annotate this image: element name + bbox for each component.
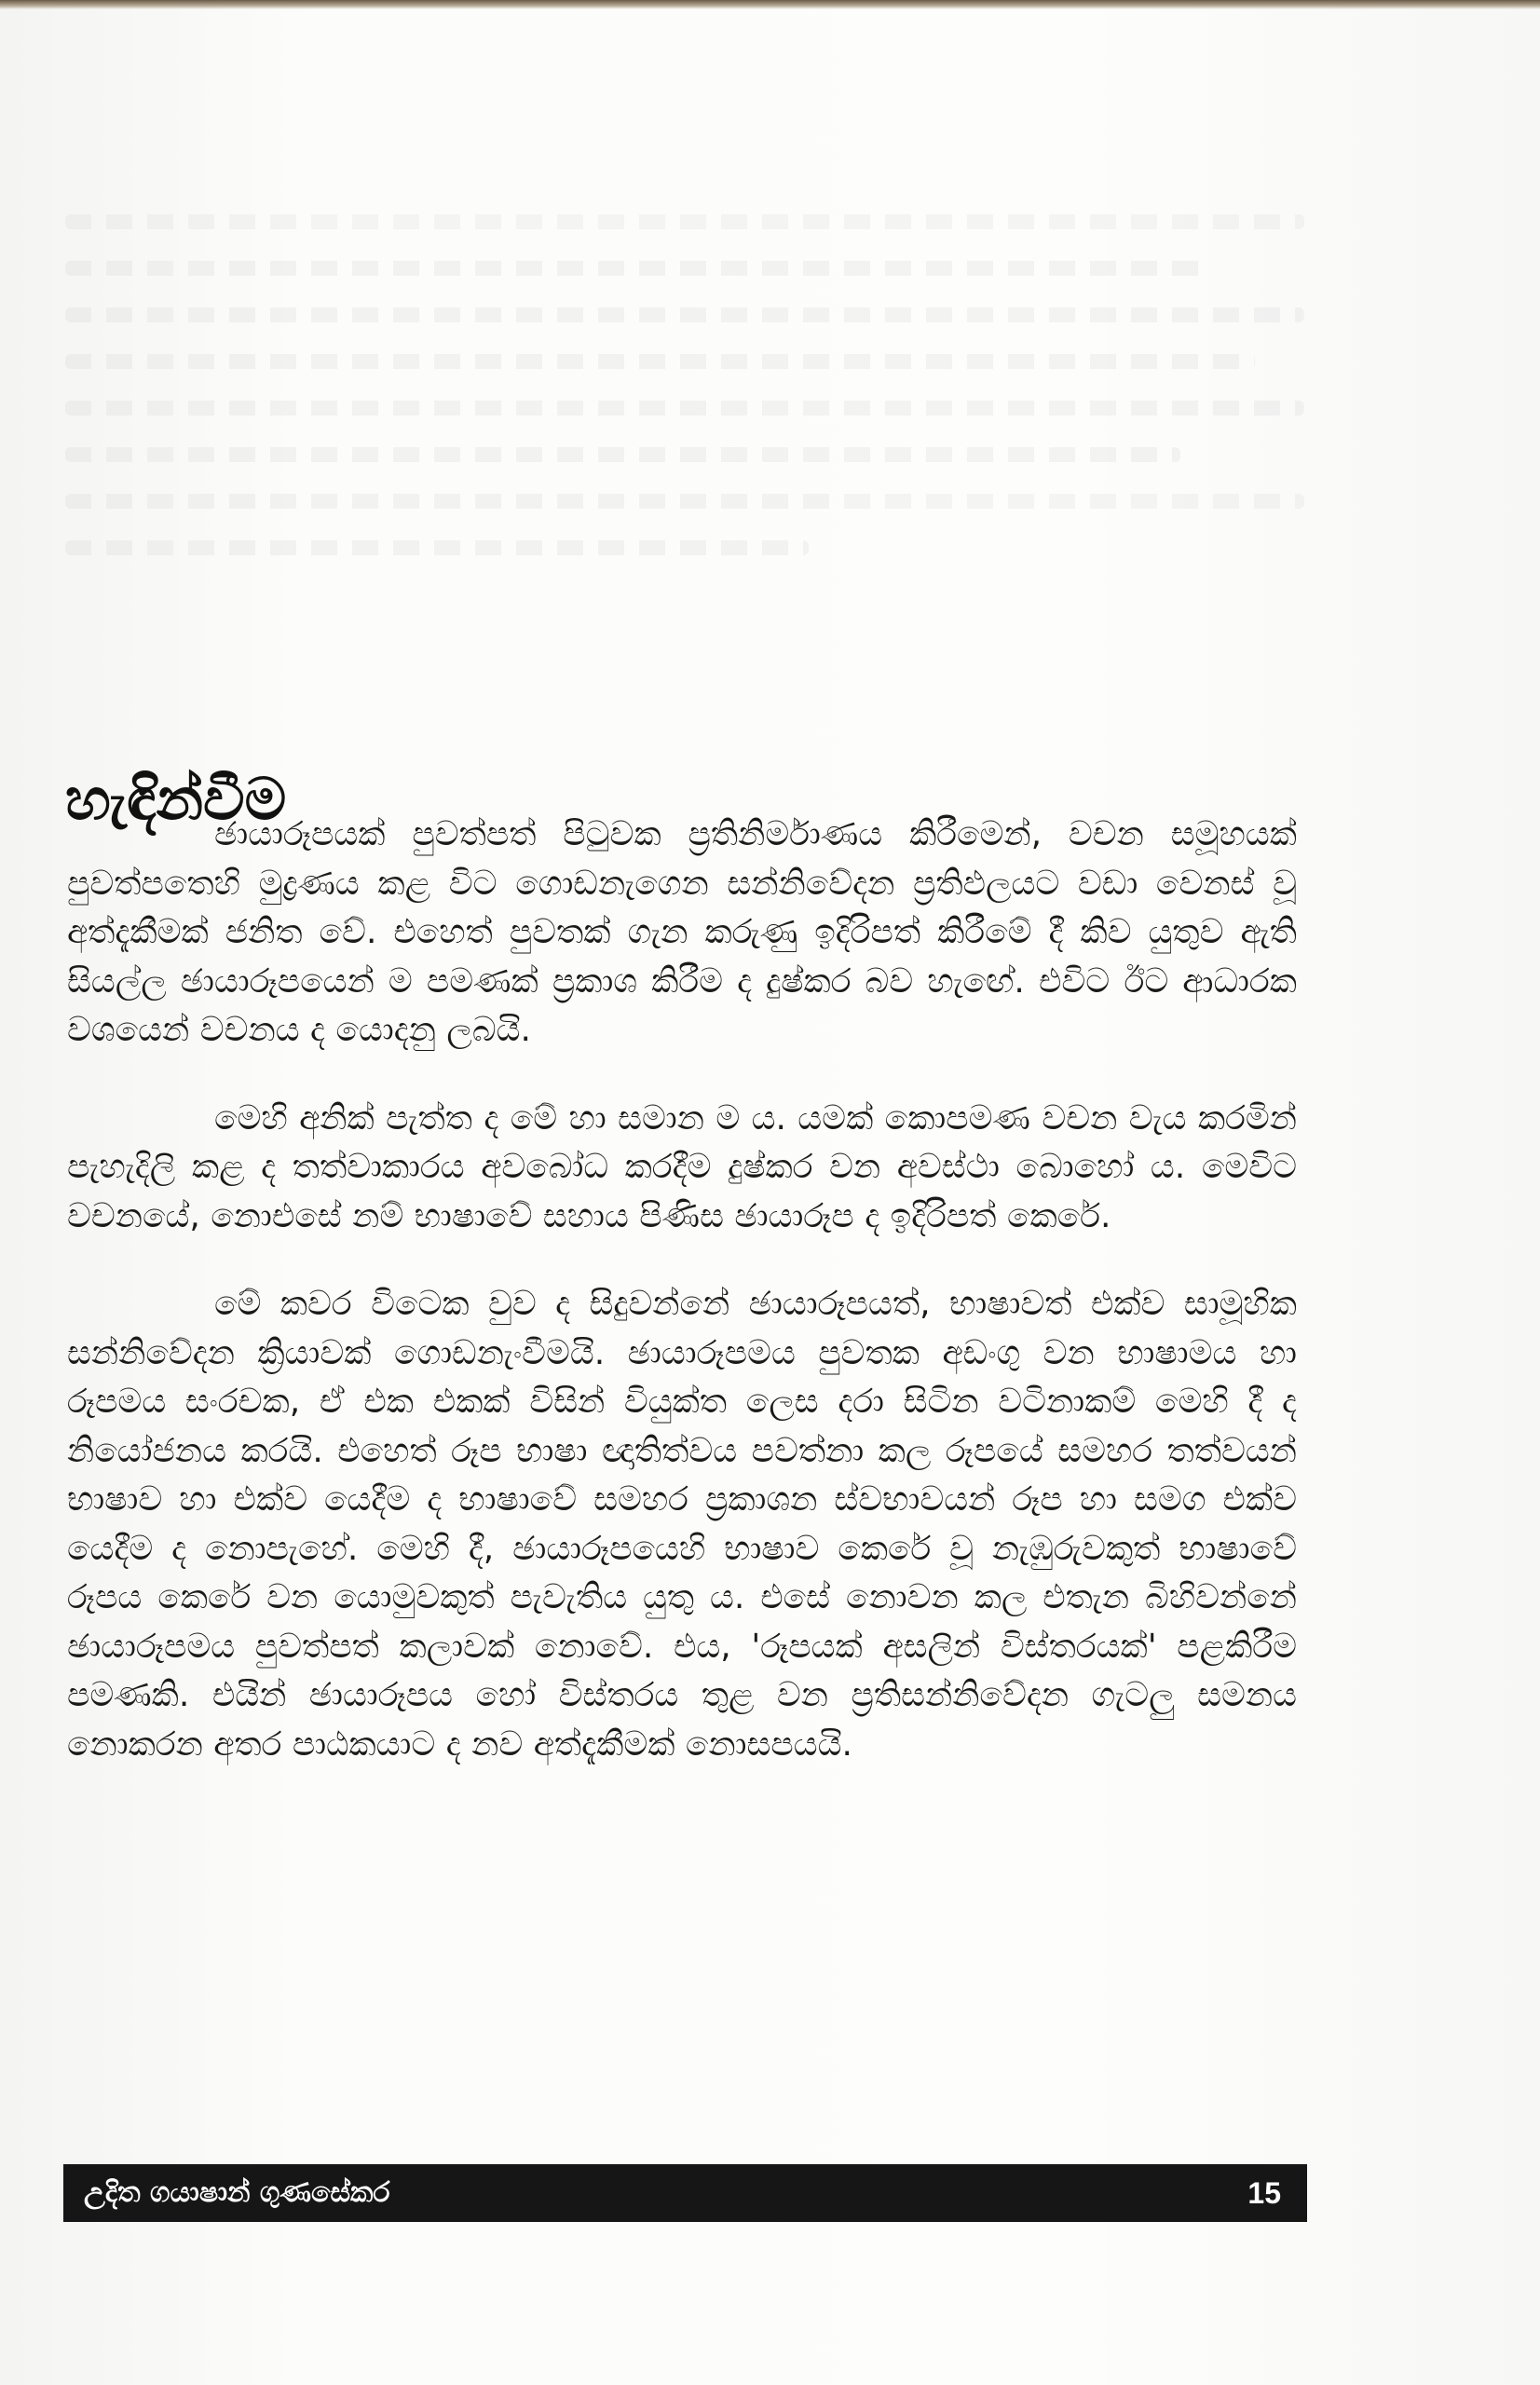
show-through-text: [65, 214, 1304, 736]
ghost-line: [65, 214, 1304, 229]
paragraph-1: ඡායාරූපයක් පුවත්පත් පිටුවක ප්‍රතිනිර්මාණය කිරීමෙන්, වචන සමූහයක් පුවත්පතෙහි මුද්‍රණය කළ විට ගොඩනැගෙන සන්නිවේදන ප්‍රතිඵලයට වඩා වෙනස් වූ අත්දැකීමක් ජනිත වේ. එහෙත් පුවතක් ගැන කරුණු ඉදිරිපත් කිරීමේ දී කිව යුතුව ඇති සියල්ල ඡායාරූපයෙන් ම පමණක් ප්‍රකාශ කිරීම ද දුෂ්කර බව හැඟේ. එවිට ඊට ආධාරක වශයෙන් වචනය ද යොදනු ලබයි.: [67, 815, 1297, 1049]
ghost-line: [65, 261, 1206, 276]
ghost-line: [65, 447, 1180, 462]
chapter-heading: හැඳින්වීම: [65, 764, 287, 833]
footer-bar: [63, 2164, 1307, 2222]
ghost-line: [65, 494, 1304, 509]
footer-author: උදිත ගයාෂාන් ගුණසේකර: [84, 2176, 390, 2209]
ghost-line: [65, 307, 1304, 322]
ghost-line: [65, 354, 1255, 369]
ghost-line: [65, 401, 1304, 416]
paragraph-3: මේ කවර විටෙක වුව ද සිදුවන්නේ ඡායාරූපයත්, භාෂාවත් එක්ව සාමූහික සන්නිවේදන ක්‍රියාවක් ගොඩනැංවීමයි. ඡායාරූපමය පුවතක අඩංගු වන භාෂාමය හා රූපමය සංරචක, ඒ එක එකක් විසින් වියුක්ත ලෙස දරා සිටින වටිනාකම් මෙහි දී ද නියෝජනය කරයි. එහෙත් රූප භාෂා ඥාතිත්වය පවත්නා කල රූපයේ සමහර තත්වයන් භාෂාව හා එක්ව යෙදීම ද භාෂාවේ සමහර ප්‍රකාශන ස්වභාවයන් රූප හා සමග එක්ව යෙදීම ද නොපැහේ. මෙහි දී, ඡායාරූපයෙහි භාෂාව කෙරේ වූ නැඹුරුවකුත් භාෂාවේ රූපය කෙරේ වන යොමුවකුත් පැවැතිය යුතු ය. එසේ නොවන කල එතැන බිහිවන්නේ ඡායාරූපමය පුවත්පත් කලාවක් නොවේ. එය, 'රූපයක් අසලින් විස්තරයක්' පළකිරීම පමණකි. එයින් ඡායාරූපය හෝ විස්තරය තුළ වන ප්‍රතිසන්නිවේදන ගැටලු සමනය නොකරන අතර පාඨකයාට ද නව අත්දැකීමක් නොසපයයි.: [67, 1285, 1297, 1764]
page-number: 15: [1247, 2176, 1281, 2210]
body-text: [67, 811, 1297, 1808]
page-top-edge-shadow: [0, 0, 1540, 9]
paragraph-2: මෙහි අනික් පැත්ත ද මේ හා සමාන ම ය. යමක් කොපමණ වචන වැය කරමින් පැහැදිලි කළ ද තත්වාකාරය අවබෝධ කරදීම දුෂ්කර වන අවස්ථා බොහෝ ය. මෙවිට වචනයේ, නොඑසේ නම් භාෂාවේ සහාය පිණිස ඡායාරූප ද ඉදිරිපත් කෙරේ.: [67, 1098, 1297, 1235]
ghost-line: [65, 540, 809, 555]
